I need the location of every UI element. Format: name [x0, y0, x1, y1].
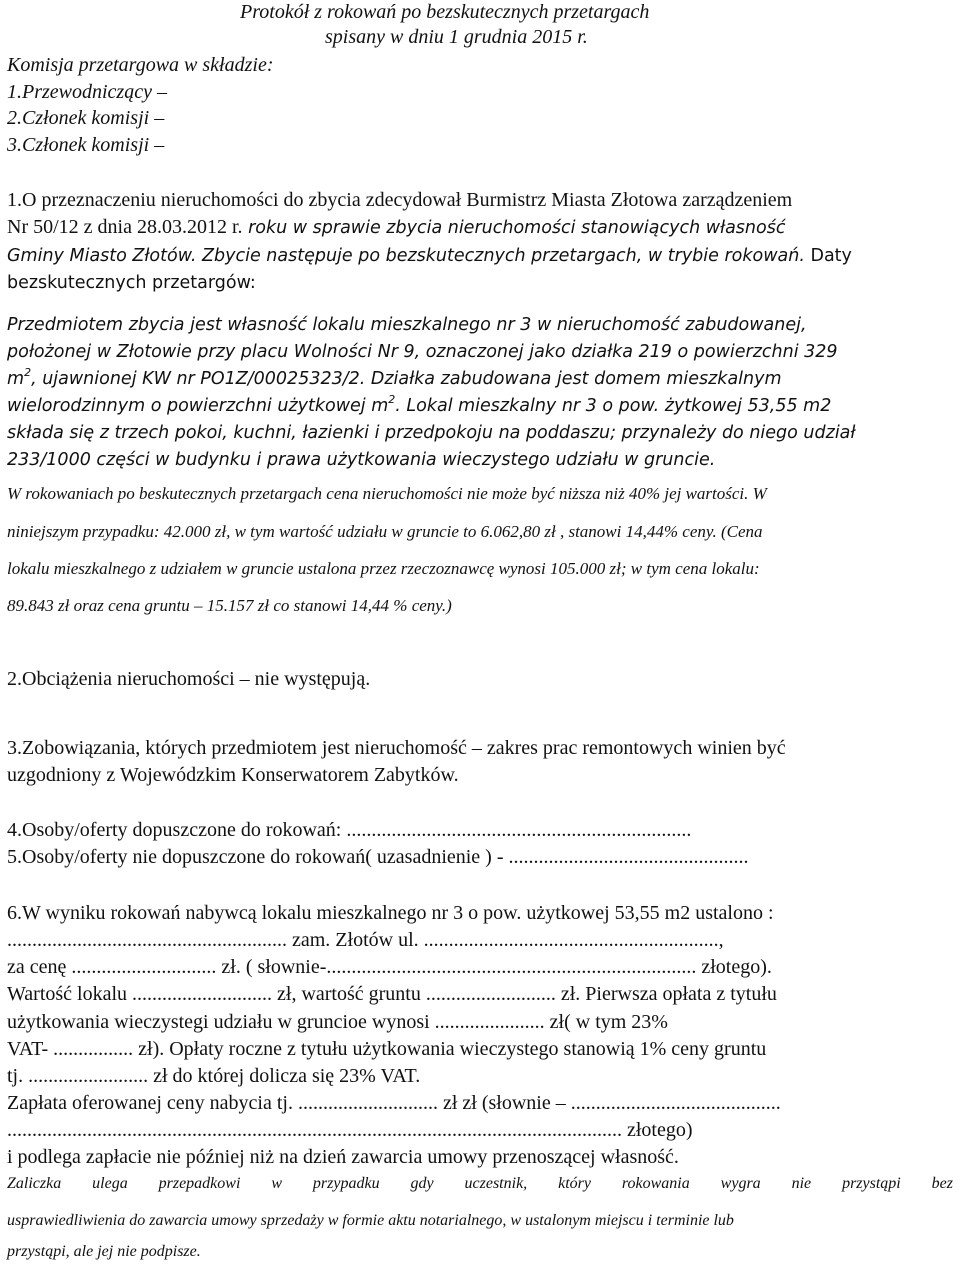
property-description-line: 233/1000 części w budynku i prawa użytkowania wieczystego udziału w gruncie. [7, 450, 716, 470]
section-6-line: Wartość lokalu ............................ zł, wartość gruntu .......................... zł. Pierwsza opłata z tytułu [7, 983, 777, 1005]
section-6-line: tj. ........................ zł do której dolicza się 23% VAT. [7, 1065, 421, 1087]
section-6-line: ........................................................................................................................... złotego) [7, 1119, 693, 1141]
text-run: m [7, 369, 25, 389]
property-description-line: Przedmiotem zbycia jest własność lokalu mieszkalnego nr 3 w nieruchomość zabudowanej, [7, 315, 807, 335]
superscript: 2 [388, 393, 396, 406]
document-title: Protokół z rokowań po bezskutecznych przetargach [240, 1, 650, 23]
negotiation-price-line: W rokowaniach po beskutecznych przetargach cena nieruchomości nie może być niższa niż 40% jej wartości. W [7, 484, 767, 503]
commission-member: 2.Członek komisji – [7, 107, 165, 129]
word: wygra [720, 1175, 761, 1192]
property-description-line [7, 367, 782, 391]
word: gdy [410, 1175, 434, 1192]
text-run: Daty [804, 246, 852, 266]
section-1-line [7, 243, 852, 268]
negotiation-price-line: lokalu mieszkalnego z udziałem w gruncie ustalona przez rzeczoznawcę wynosi 105.000 zł; w tym cena lokalu: [7, 559, 760, 578]
property-description-line: składa się z trzech pokoi, kuchni, łazienki i przedpokoju na poddaszu; przynależy do niego udział [7, 423, 856, 443]
document-subtitle: spisany w dniu 1 grudnia 2015 r. [325, 26, 588, 48]
section-2: 2.Obciążenia nieruchomości – nie występują. [7, 668, 371, 690]
negotiation-price-line: 89.843 zł oraz cena gruntu – 15.157 zł co stanowi 14,44 % ceny.) [7, 596, 452, 615]
superscript: 2 [24, 366, 32, 379]
section-3-line: 3.Zobowiązania, których przedmiotem jest nieruchomość – zakres prac remontowych winien być [7, 737, 786, 759]
section-6-line: VAT- ................ zł). Opłaty roczne z tytułu użytkowania wieczystego stanowią 1% ceny gruntu [7, 1038, 767, 1060]
word: w [271, 1175, 282, 1192]
text-run: , ujawnionej KW nr PO1Z/00025323/2. Działka zabudowana jest domem mieszkalnym [31, 369, 782, 389]
negotiation-price-line: niniejszym przypadku: 42.000 zł, w tym wartość udziału w gruncie to 6.062,80 zł , stanowi 14,44% ceny. (Cena [7, 522, 763, 541]
commission-member: 1.Przewodniczący – [7, 81, 167, 103]
commission-heading: Komisja przetargowa w składzie: [7, 54, 274, 76]
section-6-line: użytkowania wieczystegi udziału w gruncioe wynosi ...................... zł( w tym 23% [7, 1011, 668, 1033]
word: przystąpi [842, 1175, 901, 1192]
section-6-line: Zapłata oferowanej ceny nabycia tj. ............................ zł zł (słownie – .......................................... [7, 1092, 781, 1114]
word: rokowania [621, 1175, 690, 1192]
property-description-line: położonej w Złotowie przy placu Wolności Nr 9, oznaczonej jako działka 219 o powierzchni 329 [7, 342, 838, 362]
section-1-line: 1.O przeznaczeniu nieruchomości do zbycia zdecydował Burmistrz Miasta Złotowa zarządzeniem [7, 189, 793, 211]
section-6-line: 6.W wyniku rokowań nabywcą lokalu mieszkalnego nr 3 o pow. użytkowej 53,55 m2 ustalono : [7, 902, 774, 924]
section-6-line: i podlega zapłacie nie później niż na dzień zawarcia umowy przenoszącej własność. [7, 1146, 679, 1168]
property-description-line [7, 394, 831, 418]
section-3-line: uzgodniony z Wojewódzkim Konserwatorem Zabytków. [7, 764, 459, 786]
word: który [558, 1175, 591, 1192]
deposit-clause-line: usprawiedliwienia do zawarcia umowy sprzedaży w formie aktu notarialnego, w ustalonym miejscu i terminie lub [7, 1212, 734, 1229]
word: przypadku [312, 1175, 380, 1192]
word: uczestnik, [464, 1175, 528, 1192]
word: nie [791, 1175, 812, 1192]
section-6-line: za cenę ............................. zł. ( słownie-.......................................................................... złotego). [7, 956, 772, 978]
word: ulega [92, 1175, 128, 1192]
section-6-line: ........................................................ zam. Złotów ul. ..........................................................., [7, 929, 724, 951]
text-run: wielorodzinnym o powierzchni użytkowej m [7, 396, 389, 416]
text-run: . Lokal mieszkalny nr 3 o pow. żytkowej 53,55 m2 [395, 396, 832, 416]
word: przepadkowi [158, 1175, 241, 1192]
section-5: 5.Osoby/oferty nie dopuszczone do rokowań( uzasadnienie ) - ................................................ [7, 846, 749, 868]
text-run: Gminy Miasto Złotów. Zbycie następuje po bezskutecznych przetargach, w trybie rokowań. [7, 246, 805, 266]
word: Zaliczka [7, 1175, 62, 1192]
text-run: roku w sprawie zbycia nieruchomości stanowiących własność [242, 218, 786, 238]
word: bez [931, 1175, 953, 1192]
deposit-clause-line: przystąpi, ale jej nie podpisze. [7, 1243, 201, 1260]
text-run: Nr 50/12 z dnia 28.03.2012 r. [7, 216, 243, 238]
section-1-line: bezskutecznych przetargów: [7, 273, 256, 293]
section-1-line [7, 215, 785, 240]
deposit-clause-line [7, 1172, 953, 1196]
section-4: 4.Osoby/oferty dopuszczone do rokowań: ..................................................................... [7, 819, 692, 841]
commission-member: 3.Członek komisji – [7, 134, 165, 156]
